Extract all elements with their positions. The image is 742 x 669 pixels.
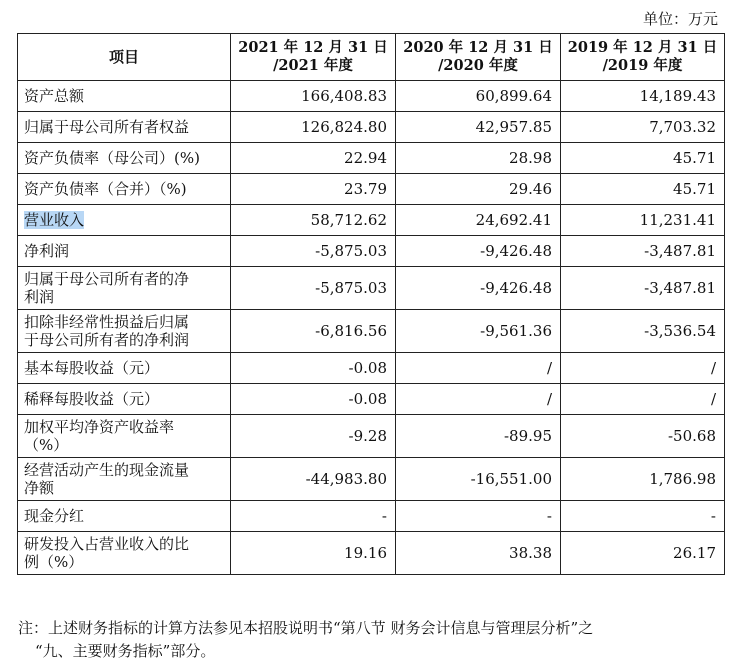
row-label-line: 于母公司所有者的净利润 — [24, 331, 190, 349]
row-label — [18, 458, 231, 501]
table-header-row — [18, 34, 725, 81]
table-row — [18, 205, 725, 236]
unit-label: 单位：万元 — [642, 10, 718, 28]
header-2020-line2: /2020 年度 — [438, 57, 518, 74]
header-2019-line2: /2019 年度 — [602, 57, 683, 74]
value-2020: -16,551.00 — [396, 458, 561, 501]
value-2020: 24,692.41 — [396, 205, 561, 236]
value-2020: -9,561.36 — [396, 310, 561, 353]
value-2020: 42,957.85 — [396, 112, 561, 143]
value-2019: 7,703.32 — [561, 112, 725, 143]
row-label-line: 加权平均净资产收益率 — [24, 418, 175, 436]
value-2021: 19.16 — [231, 532, 396, 575]
footnote — [18, 617, 730, 663]
value-2021: -6,816.56 — [231, 310, 396, 353]
row-label-line: 稀释每股收益（元） — [24, 390, 160, 408]
row-label-line: 经营活动产生的现金流量 — [24, 461, 190, 479]
footnote-line-2: “九、主要财务指标”部分。 — [35, 642, 216, 660]
value-2019: / — [561, 353, 725, 384]
table-row — [18, 415, 725, 458]
value-2019: - — [561, 501, 725, 532]
value-2021: 23.79 — [231, 174, 396, 205]
row-label-line: 归属于母公司所有者权益 — [24, 118, 190, 136]
value-2019: 1,786.98 — [561, 458, 725, 501]
table-row — [18, 143, 725, 174]
row-label-line: （%） — [24, 436, 69, 454]
row-label — [18, 415, 231, 458]
row-label — [18, 384, 231, 415]
value-2020: 28.98 — [396, 143, 561, 174]
row-label — [18, 112, 231, 143]
row-label-line: 基本每股收益（元） — [24, 359, 160, 377]
value-2021: -0.08 — [231, 353, 396, 384]
value-2020: 29.46 — [396, 174, 561, 205]
value-2019: 45.71 — [561, 174, 725, 205]
row-label-line: 净利润 — [24, 242, 70, 260]
value-2021: - — [231, 501, 396, 532]
header-2021-line2: /2021 年度 — [273, 57, 353, 74]
value-2020: 60,899.64 — [396, 81, 561, 112]
value-2019: -50.68 — [561, 415, 725, 458]
row-label-line: 资产负债率（合并）（%) — [24, 180, 187, 198]
value-2021: -0.08 — [231, 384, 396, 415]
table-row — [18, 310, 725, 353]
value-2020: -9,426.48 — [396, 236, 561, 267]
row-label-line: 资产总额 — [24, 87, 85, 105]
table-row — [18, 501, 725, 532]
header-2021-line1: 2021 年 12 月 31 日 — [238, 39, 388, 56]
table-row — [18, 532, 725, 575]
header-2020 — [396, 34, 561, 81]
table-row — [18, 174, 725, 205]
row-label-line: 研发投入占营业收入的比 — [24, 535, 190, 553]
row-label-line: 资产负债率（母公司）(%) — [24, 149, 200, 167]
header-2019-line1: 2019 年 12 月 31 日 — [567, 39, 718, 56]
row-label — [18, 174, 231, 205]
header-item: 项目 — [18, 34, 231, 81]
value-2019: -3,536.54 — [561, 310, 725, 353]
row-label-line: 例（%） — [24, 553, 84, 571]
table-row — [18, 81, 725, 112]
row-label-line: 现金分红 — [24, 507, 85, 525]
value-2021: -9.28 — [231, 415, 396, 458]
value-2020: / — [396, 353, 561, 384]
value-2019: -3,487.81 — [561, 236, 725, 267]
value-2020: -89.95 — [396, 415, 561, 458]
row-label — [18, 353, 231, 384]
value-2019: -3,487.81 — [561, 267, 725, 310]
header-2020-line1: 2020 年 12 月 31 日 — [403, 39, 553, 56]
table-row — [18, 384, 725, 415]
table-row — [18, 458, 725, 501]
value-2020: 38.38 — [396, 532, 561, 575]
row-label-line: 净额 — [24, 479, 55, 497]
table-row — [18, 353, 725, 384]
value-2020: - — [396, 501, 561, 532]
selected-text-highlight[interactable]: 营业收入 — [24, 211, 85, 229]
value-2020: -9,426.48 — [396, 267, 561, 310]
value-2021: -44,983.80 — [231, 458, 396, 501]
footnote-line-1: 注：上述财务指标的计算方法参见本招股说明书“第八节 财务会计信息与管理层分析”之 — [18, 619, 594, 637]
row-label — [18, 205, 231, 236]
row-label — [18, 532, 231, 575]
value-2021: 166,408.83 — [231, 81, 396, 112]
value-2019: 11,231.41 — [561, 205, 725, 236]
value-2019: / — [561, 384, 725, 415]
row-label — [18, 501, 231, 532]
row-label — [18, 236, 231, 267]
table-row — [18, 112, 725, 143]
financial-indicators-table — [17, 33, 725, 575]
value-2021: -5,875.03 — [231, 236, 396, 267]
row-label-line: 归属于母公司所有者的净 — [24, 270, 190, 288]
table-row — [18, 236, 725, 267]
value-2019: 45.71 — [561, 143, 725, 174]
row-label — [18, 81, 231, 112]
value-2020: / — [396, 384, 561, 415]
row-label — [18, 267, 231, 310]
row-label-line: 利润 — [24, 288, 55, 306]
row-label — [18, 143, 231, 174]
value-2021: 126,824.80 — [231, 112, 396, 143]
header-2019 — [561, 34, 725, 81]
header-2021 — [231, 34, 396, 81]
value-2019: 26.17 — [561, 532, 725, 575]
value-2021: 22.94 — [231, 143, 396, 174]
value-2021: 58,712.62 — [231, 205, 396, 236]
table-row — [18, 267, 725, 310]
row-label — [18, 310, 231, 353]
value-2019: 14,189.43 — [561, 81, 725, 112]
row-label-line: 扣除非经常性损益后归属 — [24, 313, 190, 331]
value-2021: -5,875.03 — [231, 267, 396, 310]
